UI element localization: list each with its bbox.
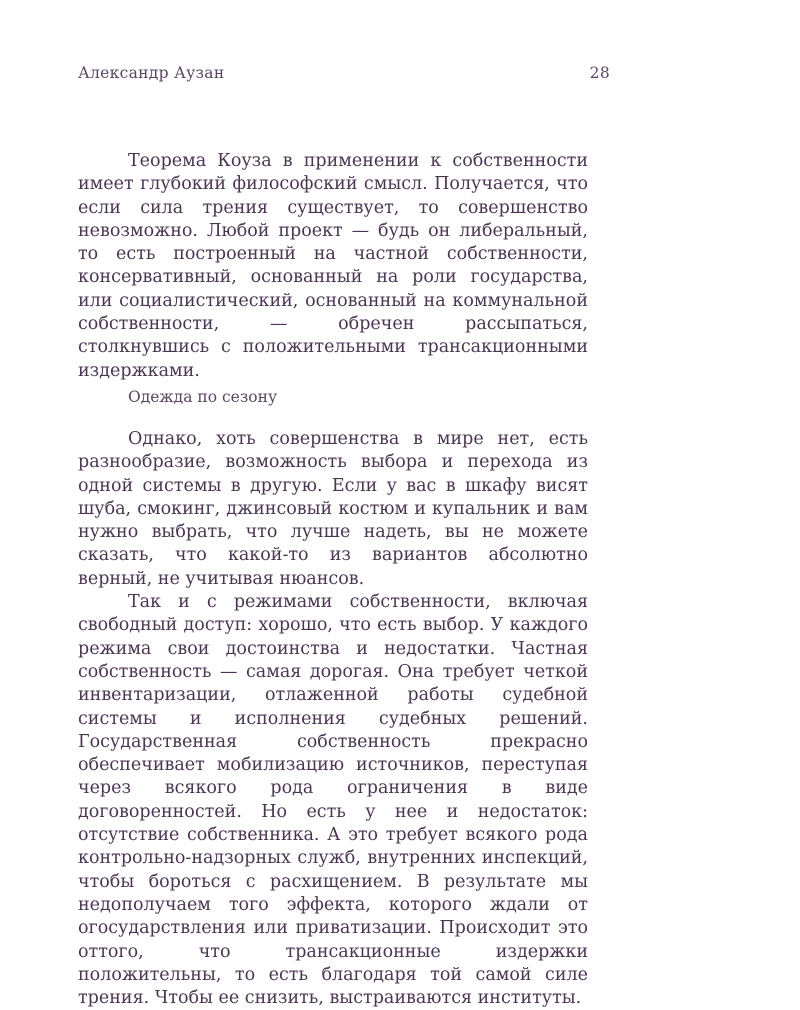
intro-paragraph: Теорема Коуза в применении к собственности имеет глубокий философский смысл. Получается, что если сила трения существует, то совершенство невозможно. Любой проект — будь он либеральный, то есть построенный на частной собственности, консервативный, основанный на роли государства, или социалистический, основанный на коммунальной собственности, — обречен рассыпаться, столкнувшись с положительными трансакционными издержками. bbox=[78, 151, 588, 381]
section-heading: Одежда по сезону bbox=[128, 388, 278, 406]
section-paragraph-1: Однако, хоть совершенства в мире нет, есть разнообразие, возможность выбора и перехода из одной системы в другую. Если у вас в шкафу висят шуба, смокинг, джинсовый костюм и купальник и вам нужно выбрать, что лучше надеть, вы не можете сказать, что какой-то из вариантов абсолютно верный, не учитывая нюансов. bbox=[78, 429, 588, 589]
running-header bbox=[78, 64, 610, 86]
intro-text-block bbox=[78, 150, 588, 383]
section-paragraph-2: Так и с режимами собственности, включая свободный доступ: хорошо, что есть выбор. У каждого режима свои достоинства и недостатки. Частная собственность — самая дорогая. Она требует четкой инвентаризации, отлаженной работы судебной системы и исполнения судебных решений. Государственная собственность прекрасно обеспечивает мобилизацию источников, переступая через всякого рода ограничения в виде договоренностей. Но есть у нее и недостаток: отсутствие собственника. А это требует всякого рода контрольно-надзорных служб, внутренних инспекций, чтобы бороться с расхищением. В результате мы недополучаем того эффекта, которого ждали от огосударствления или приватизации. Происходит это оттого, что трансакционные издержки положительны, то есть благодаря той самой силе трения. Чтобы ее снизить, выстраиваются институты. bbox=[78, 592, 588, 1009]
page-number: 28 bbox=[589, 64, 610, 82]
section-text-block bbox=[78, 428, 588, 1010]
author-name: Александр Аузан bbox=[78, 64, 225, 82]
